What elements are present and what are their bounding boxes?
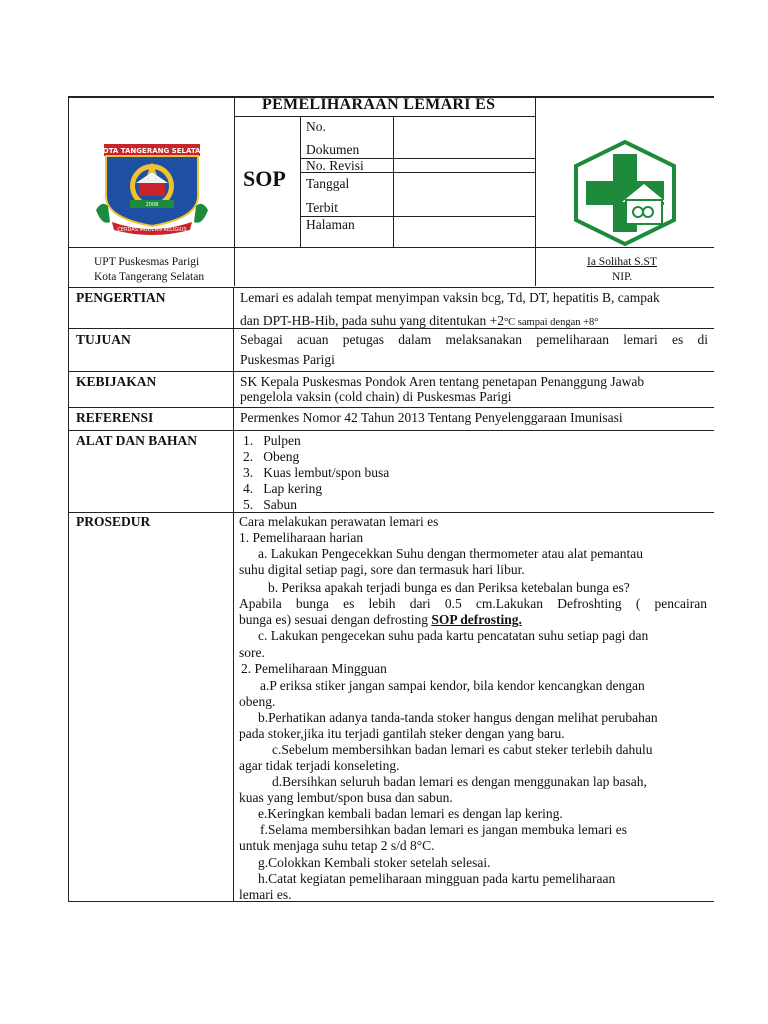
prosedur-line: g.Colokkan Kembali stoker setelah selesai.	[258, 855, 491, 870]
prosedur-line: e.Keringkan kembali badan lemari es dengan lap kering.	[258, 806, 563, 821]
list-item: 4. Lap kering	[243, 481, 323, 496]
logo-year: 2008	[145, 202, 159, 208]
prosedur-line: pada stoker,jika itu terjadi gantilah steker dengan yang baru.	[239, 726, 565, 741]
prosedur-line: 2. Pemeliharaan Mingguan	[241, 661, 387, 676]
logo-text-bottom: CERDAS MODERN RELIGIUS	[117, 227, 187, 233]
field-terbit: Terbit	[306, 200, 339, 215]
org-city: Kota Tangerang Selatan	[94, 271, 205, 283]
prosedur-line: lemari es.	[239, 887, 292, 902]
label-prosedur: PROSEDUR	[76, 514, 151, 529]
puskesmas-logo	[570, 140, 680, 246]
kebijakan-line1: SK Kepala Puskesmas Pondok Aren tentang penetapan Penanggung Jawab	[240, 374, 645, 389]
city-logo	[92, 140, 212, 236]
pengertian-line2: dan DPT-HB-Hib, pada suhu yang ditentukan +2°C sampai dengan +8°	[240, 313, 599, 328]
signer-name: Ia Solihat S.ST	[587, 256, 657, 268]
label-pengertian: PENGERTIAN	[76, 290, 166, 305]
logo-text-top: KOTA TANGERANG SELATAN	[97, 147, 207, 155]
prosedur-line: Cara melakukan perawatan lemari es	[239, 514, 439, 529]
label-tujuan: TUJUAN	[76, 332, 131, 347]
org-name: UPT Puskesmas Parigi	[94, 256, 200, 268]
list-item: 2. Obeng	[243, 449, 300, 464]
list-item: 1. Pulpen	[243, 433, 301, 448]
field-tanggal: Tanggal	[306, 176, 350, 191]
prosedur-line: bunga es) sesuai dengan defrosting SOP defrosting.	[239, 612, 522, 627]
page-title: PEMELIHARAAN LEMARI ES	[262, 96, 496, 113]
list-item: 3. Kuas lembut/spon busa	[243, 465, 390, 480]
prosedur-line: c.Sebelum membersihkan badan lemari es cabut steker terlebih dahulu	[272, 742, 653, 757]
list-item: 5. Sabun	[243, 497, 297, 512]
prosedur-line: 1. Pemeliharaan harian	[239, 530, 364, 545]
pengertian-line1: Lemari es adalah tempat menyimpan vaksin bcg, Td, DT, hepatitis B, campak	[240, 290, 660, 305]
prosedur-line: sore.	[239, 645, 265, 660]
prosedur-line: h.Catat kegiatan pemeliharaan mingguan pada kartu pemeliharaan	[258, 871, 616, 886]
tujuan-line1: Sebagai acuan petugas dalam melaksanakan pemeliharaan lemari es di	[240, 332, 708, 347]
field-halaman: Halaman	[306, 217, 355, 232]
prosedur-line: a. Lakukan Pengecekkan Suhu dengan thermometer atau alat pemantau	[258, 546, 643, 561]
field-dokumen: Dokumen	[306, 142, 360, 157]
tujuan-line2: Puskesmas Parigi	[240, 352, 335, 367]
prosedur-line: b. Periksa apakah terjadi bunga es dan Periksa ketebalan bunga es?	[268, 580, 630, 595]
label-alat-bahan: ALAT DAN BAHAN	[76, 433, 198, 448]
field-no-revisi: No. Revisi	[306, 158, 364, 173]
field-no: No.	[306, 119, 326, 134]
prosedur-line: f.Selama membersihkan badan lemari es jangan membuka lemari es	[260, 822, 627, 837]
kebijakan-line2: pengelola vaksin (cold chain) di Puskesmas Parigi	[240, 389, 512, 404]
prosedur-line: agar tidak terjadi konseleting.	[239, 758, 400, 773]
prosedur-line: d.Bersihkan seluruh badan lemari es dengan menggunakan lap basah,	[272, 774, 647, 789]
sop-label: SOP	[243, 166, 286, 191]
label-referensi: REFERENSI	[76, 410, 154, 425]
sop-defrosting-link: SOP defrosting.	[431, 612, 522, 627]
prosedur-line: kuas yang lembut/spon busa dan sabun.	[239, 790, 453, 805]
prosedur-line: a.P eriksa stiker jangan sampai kendor, bila kendor kencangkan dengan	[260, 678, 645, 693]
prosedur-line: suhu digital setiap pagi, sore dan termasuk hari libur.	[239, 562, 525, 577]
prosedur-line: untuk menjaga suhu tetap 2 s/d 8°C.	[239, 838, 435, 853]
prosedur-line: obeng.	[239, 694, 276, 709]
prosedur-line: b.Perhatikan adanya tanda-tanda stoker hangus dengan melihat perubahan	[258, 710, 658, 725]
prosedur-line: Apabila bunga es lebih dari 0.5 cm.Lakukan Defroshting ( pencairan	[239, 596, 707, 611]
label-kebijakan: KEBIJAKAN	[76, 374, 157, 389]
referensi-line1: Permenkes Nomor 42 Tahun 2013 Tentang Penyelenggaraan Imunisasi	[240, 410, 623, 425]
prosedur-line: c. Lakukan pengecekan suhu pada kartu pencatatan suhu setiap pagi dan	[258, 628, 649, 643]
signer-nip: NIP.	[612, 271, 633, 283]
